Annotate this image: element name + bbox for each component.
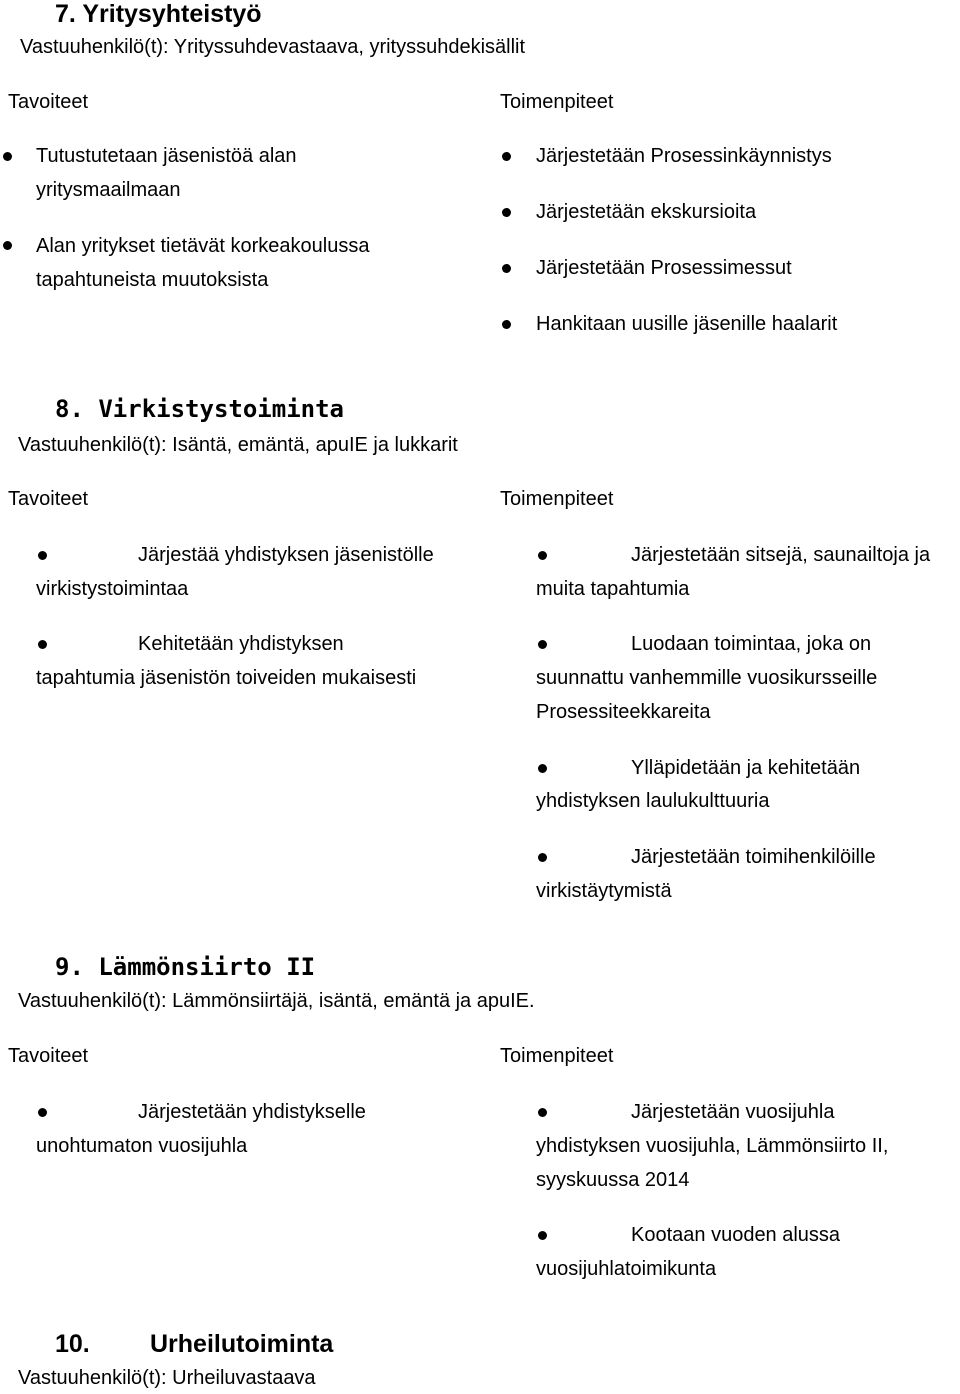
bullet-icon <box>538 1231 547 1240</box>
section-8-action-3-line-2: yhdistyksen laulukulttuuria <box>536 790 770 812</box>
section-8-title: 8. Virkistystoiminta <box>55 395 344 423</box>
bullet-icon <box>38 640 47 649</box>
bullet-icon <box>538 551 547 560</box>
bullet-icon <box>502 208 511 217</box>
bullet-icon <box>502 264 511 273</box>
section-8-actions-heading: Toimenpiteet <box>500 488 614 510</box>
section-7-action-4: Hankitaan uusille jäsenille haalarit <box>536 313 838 335</box>
section-7-goal-1: Tutustutetaan jäsenistöä alan yritysmaailmaan <box>36 145 297 201</box>
section-9-action-1-line-1: Järjestetään vuosijuhla <box>631 1101 835 1123</box>
bullet-icon <box>538 764 547 773</box>
bullet-icon <box>538 1108 547 1117</box>
section-8-goal-1-line-2: virkistystoimintaa <box>36 578 189 600</box>
section-10-title: Urheilutoiminta <box>150 1330 334 1358</box>
bullet-icon <box>3 241 12 250</box>
section-9-goal-1-line-2: unohtumaton vuosijuhla <box>36 1135 248 1157</box>
section-7-actions-heading: Toimenpiteet <box>500 91 614 113</box>
section-8-responsible: Vastuuhenkilö(t): Isäntä, emäntä, apuIE ja lukkarit <box>18 434 458 456</box>
section-9-action-1-line-2: yhdistyksen vuosijuhla, Lämmönsiirto II, <box>536 1135 889 1157</box>
section-8-action-3-line-1: Ylläpidetään ja kehitetään <box>631 757 861 779</box>
bullet-icon <box>38 1108 47 1117</box>
bullet-icon <box>3 152 12 161</box>
section-9-title: 9. Lämmönsiirto II <box>55 953 316 981</box>
section-9-actions-heading: Toimenpiteet <box>500 1045 614 1067</box>
section-8-goal-2-line-2: tapahtumia jäsenistön toiveiden mukaisesti <box>36 667 417 689</box>
section-8-action-4-line-2: virkistäytymistä <box>536 880 672 902</box>
section-8-action-2-line-3: Prosessiteekkareita <box>536 701 711 723</box>
section-7-action-1: Järjestetään Prosessinkäynnistys <box>536 145 832 167</box>
section-7-title: 7. Yritysyhteistyö <box>55 0 262 28</box>
section-8-action-2-line-1: Luodaan toimintaa, joka on <box>631 633 872 655</box>
section-9-action-2-line-2: vuosijuhlatoimikunta <box>536 1258 717 1280</box>
section-7-goals-heading: Tavoiteet <box>8 91 89 113</box>
bullet-icon <box>502 152 511 161</box>
section-8-goal-2-line-1: Kehitetään yhdistyksen <box>138 633 344 655</box>
section-8-action-4-line-1: Järjestetään toimihenkilöille <box>631 846 876 868</box>
section-9-goal-1-line-1: Järjestetään yhdistykselle <box>138 1101 366 1123</box>
section-7-action-3: Järjestetään Prosessimessut <box>536 257 792 279</box>
section-9-action-1-line-3: syyskuussa 2014 <box>536 1169 690 1191</box>
section-8-action-2-line-2: suunnattu vanhemmille vuosikursseille <box>536 667 878 689</box>
bullet-icon <box>538 853 547 862</box>
section-9-action-2-line-1: Kootaan vuoden alussa <box>631 1224 841 1246</box>
section-9-goals-heading: Tavoiteet <box>8 1045 89 1067</box>
section-8-goal-1-line-1: Järjestää yhdistyksen jäsenistölle <box>138 544 434 566</box>
section-9-responsible: Vastuuhenkilö(t): Lämmönsiirtäjä, isäntä, emäntä ja apuIE. <box>18 990 535 1012</box>
section-7-goal-2: Alan yritykset tietävät korkeakoulussa tapahtuneista muutoksista <box>36 235 370 291</box>
bullet-icon <box>502 320 511 329</box>
section-7-action-2: Järjestetään ekskursioita <box>536 201 757 223</box>
bullet-icon <box>538 640 547 649</box>
section-10-number: 10. <box>55 1330 90 1358</box>
section-8-goals-heading: Tavoiteet <box>8 488 89 510</box>
section-8-action-1-line-1: Järjestetään sitsejä, saunailtoja ja <box>631 544 931 566</box>
bullet-icon <box>38 551 47 560</box>
section-8-action-1-line-2: muita tapahtumia <box>536 578 690 600</box>
section-7-responsible: Vastuuhenkilö(t): Yrityssuhdevastaava, yrityssuhdekisällit <box>20 36 526 58</box>
section-10-responsible: Vastuuhenkilö(t): Urheiluvastaava <box>18 1367 316 1389</box>
